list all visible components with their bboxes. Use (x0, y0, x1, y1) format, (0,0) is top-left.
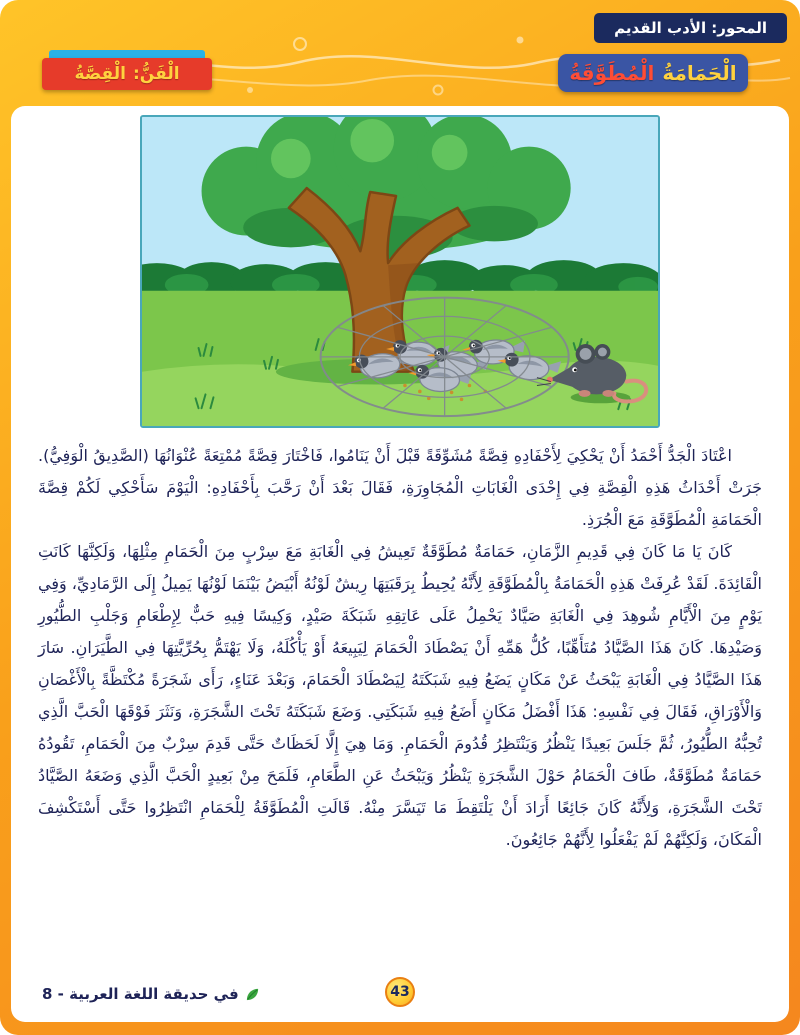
page-number: 43 (390, 984, 410, 1000)
leaf-icon (245, 987, 260, 1002)
story-paragraph: كَانَ يَا مَا كَانَ فِي قَدِيمِ الزَّمَانِ، حَمَامَةٌ مُطَوَّقَةٌ تَعِيشُ فِي الْغَابَةِ مَعَ سِرْبٍ مِنَ الْحَمَامِ مِثْلِهَا، وَلَكِنَّهَا كَانَتِ الْقَائِدَةَ. لَقَدْ عُرِفَتْ هَذِهِ الْحَمَامَةُ بِالْمُطَوَّقَةِ لِأَنَّهُ يُحِيطُ بِرَقَبَتِهَا رِيشٌ لَوْنُهُ أَبْيَضُ بَيْنَمَا لَوْنُهَا يَمِيلُ إِلَى الرَّمَادِيِّ، وَفِي يَوْمٍ مِنَ الْأَيَّامِ شُوهِدَ فِي الْغَابَةِ صَيَّادٌ يَحْمِلُ عَلَى عَاتِقِهِ شَبَكَةَ صَيْدٍ، وَكِيسًا فِيهِ حَبٌّ لِإِطْعَامِ وَجَلْبِ الطُّيُورِ وَصَيْدِهَا. كَانَ هَذَا الصَّيَّادُ مُتَأَهِّبًا، كُلُّ هَمِّهِ أَنْ يَصْطَادَ الْحَمَامَ لِيَبِيعَهُ أَوْ يَأْكُلَهُ، وَلَا يَهْتَمُّ بِحُرِّيَّتِهَا فِي الطَّيَرَانِ. سَارَ هَذَا الصَّيَّادُ فِي الْغَابَةِ يَبْحَثُ عَنْ مَكَانٍ يَضَعُ فِيهِ شَبَكَتَهُ لِيَصْطَادَ الْحَمَامَ، وَبَعْدَ عَنَاءٍ، رَأَى شَجَرَةً مُكْتَظَّةً بِالْأَغْصَانِ وَالْأَوْرَاقِ، فَقَالَ فِي نَفْسِهِ: هَذَا أَفْضَلُ مَكَانٍ أَضَعُ فِيهِ شَبَكَتِي. وَضَعَ شَبَكَتَهُ تَحْتَ الشَّجَرَةِ، وَنَثَرَ فَوْقَهَا الْحَبَّ الَّذِي تُحِبُّهُ الطُّيُورُ، ثُمَّ جَلَسَ بَعِيدًا يَنْظُرُ وَيَنْتَظِرُ قُدُومَ الْحَمَامِ. وَمَا هِيَ إِلَّا لَحَظَاتٌ حَتَّى قَدِمَ سِرْبٌ مِنَ الْحَمَامِ، تَقُودُهُ حَمَامَةٌ مُطَوَّقَةٌ، طَافَ الْحَمَامُ حَوْلَ الشَّجَرَةِ يَنْظُرُ وَيَبْحَثُ عَنِ الطَّعَامِ، فَلَمَحَ مِنْ بَعِيدٍ الْحَبَّ الَّذِي وَضَعَهُ الصَّيَّادُ تَحْتَ الشَّجَرَةِ، وَلِأَنَّهُ كَانَ جَائِعًا أَرَادَ أَنْ يَلْتَقِطَ مَا تَيَسَّرَ مِنْهُ. قَالَتِ الْمُطَوَّقَةُ لِلْحَمَامِ انْتَظِرُوا حَتَّى أَسْتَكْشِفَ الْمَكَانَ، وَلَكِنَّهُمْ لَمْ يَفْعَلُوا لِأَنَّهُمْ جَائِعُونَ. (38, 542, 762, 849)
series-title-text: في حديقة اللغة العربية - 8 (42, 985, 239, 1003)
lesson-title-word-1: الْحَمَامَةُ (662, 61, 737, 85)
art-type-box (42, 58, 212, 90)
topic-label: المحور: الأدب القديم (614, 19, 767, 37)
page-number-badge (385, 977, 415, 1007)
topic-badge (594, 13, 787, 43)
ribbon-blue-strip (49, 50, 205, 58)
hunter-net (321, 298, 569, 416)
art-type-ribbon (42, 50, 212, 90)
art-type-label: الْفَنُّ: (132, 64, 180, 84)
story-paragraph: اعْتَادَ الْجَدُّ أَحْمَدُ أَنْ يَحْكِيَ لِأَحْفَادِهِ قِصَّةً مُشَوِّقَةً قَبْلَ أَنْ يَنَامُوا، فَاخْتَارَ قِصَّةً مُمْتِعَةً عُنْوَانُهَا (الصَّدِيقُ الْوَفِيُّ). جَرَتْ أَحْدَاثُ هَذِهِ الْقِصَّةِ فِي إِحْدَى الْغَابَاتِ الْمُجَاوِرَةِ، فَقَالَ بَعْدَ أَنْ رَحَّبَ بِأَحْفَادِهِ: الْيَوْمَ سَأَحْكِي لَكُمْ قِصَّةَ الْحَمَامَةِ الْمُطَوَّقَةِ مَعَ الْجُرَذِ. (38, 446, 762, 529)
lesson-title-word-2: الْمُطَوَّقَةُ (569, 61, 655, 85)
art-type-value: الْقِصَّةُ (74, 64, 126, 84)
lesson-title-box (558, 54, 748, 92)
story-illustration (140, 115, 660, 428)
story-text (38, 440, 762, 856)
footer-series-title (42, 985, 260, 1003)
